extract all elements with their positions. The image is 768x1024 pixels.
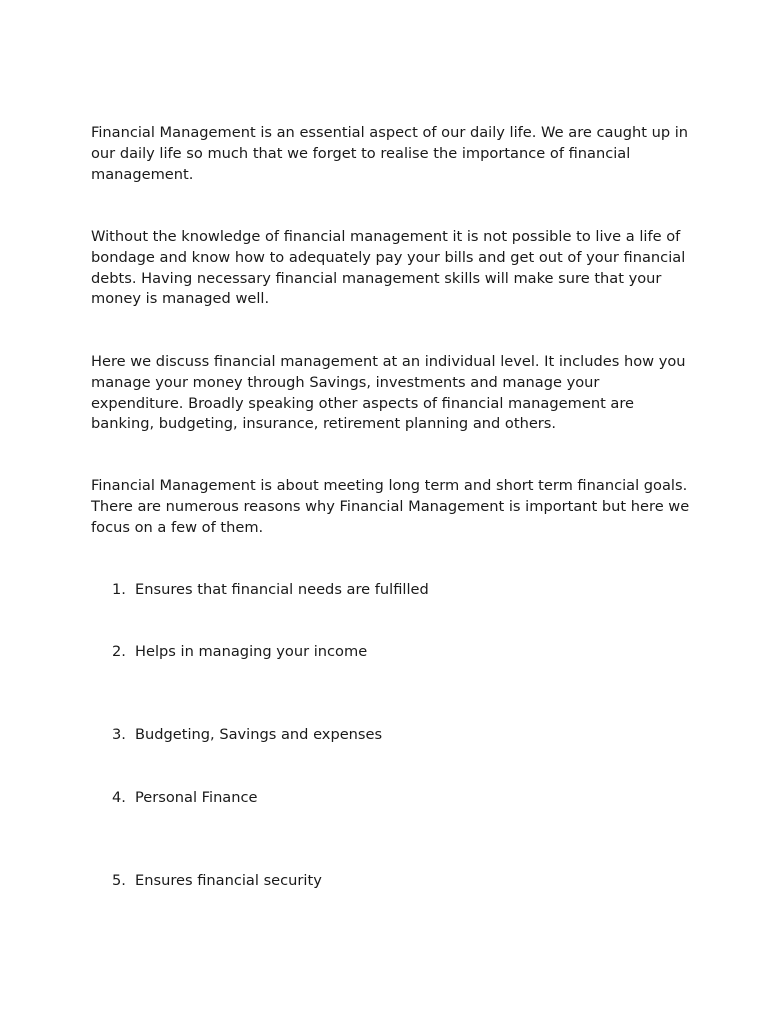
list-item-text: Helps in managing your income	[135, 643, 368, 660]
list-item-text: Personal Finance	[135, 789, 258, 806]
list-item-number: 2.	[112, 643, 126, 660]
list-item-number: 1.	[112, 581, 126, 598]
list-item	[112, 642, 672, 663]
paragraph-knowledge: Without the knowledge of financial management it is not possible to live a life of bondage and know how to adequately pay your bills and get out of your financial debts. Having necessary financial management skills will make sure that your money is managed well.	[91, 228, 686, 308]
paragraph-goals: Financial Management is about meeting long term and short term financial goals. There are numerous reasons why Financial Management is important but here we focus on a few of them.	[91, 477, 690, 536]
list-item-text: Ensures that financial needs are fulfilled	[135, 581, 429, 598]
list-item	[112, 788, 672, 809]
list-item-number: 4.	[112, 789, 126, 806]
list-item	[112, 725, 672, 746]
list-item-text: Budgeting, Savings and expenses	[135, 726, 383, 743]
list-item-number: 3.	[112, 726, 126, 743]
list-item	[112, 580, 672, 601]
paragraph-intro: Financial Management is an essential aspect of our daily life. We are caught up in our daily life so much that we forget to realise the importance of financial management.	[91, 124, 689, 183]
list-item-number: 5.	[112, 872, 126, 889]
paragraph-individual-level: Here we discuss financial management at an individual level. It includes how you manage your money through Savings, investments and manage your expenditure. Broadly speaking other aspects of financial management are banking, budgeting, insurance, retirement planning and others.	[91, 353, 686, 433]
list-item	[112, 871, 672, 892]
list-item-text: Ensures financial security	[135, 872, 322, 889]
